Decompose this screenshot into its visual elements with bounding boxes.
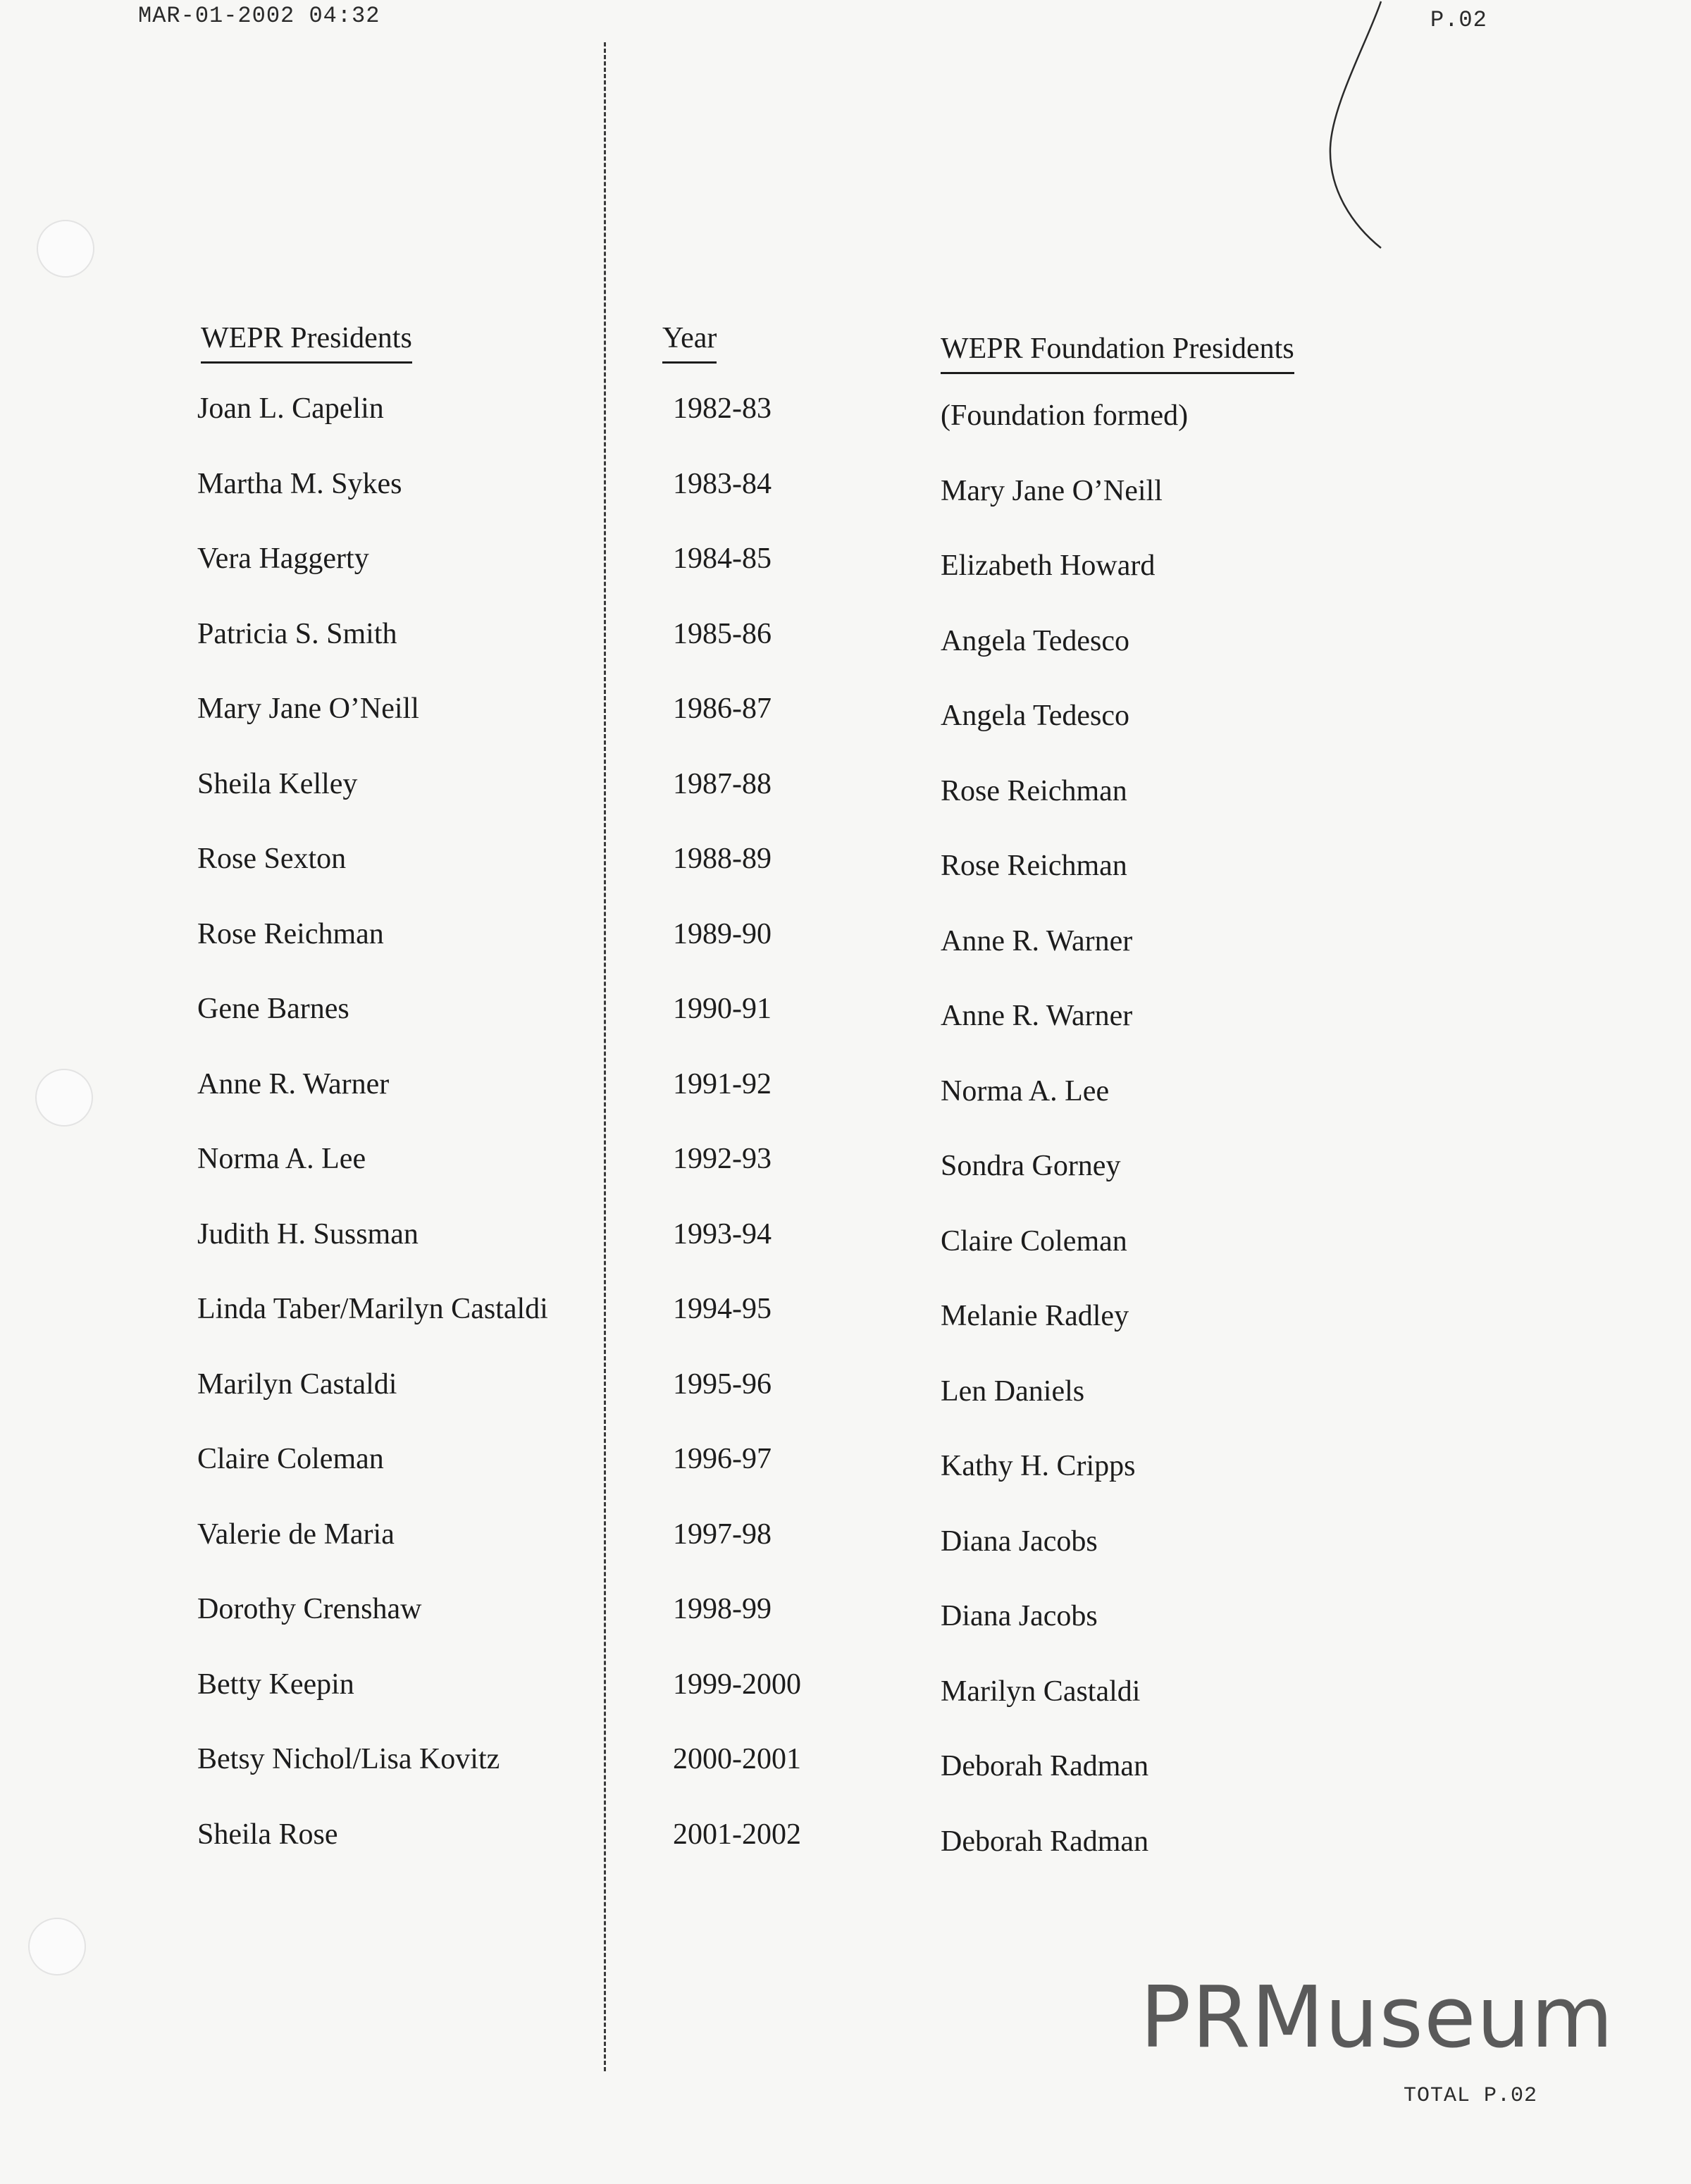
table-row [0,1291,1691,1367]
foundation-president-name: Melanie Radley [941,1300,1129,1332]
president-name: Martha M. Sykes [197,467,402,500]
header-year: Year [662,321,717,364]
term-year: 1989-90 [673,917,772,950]
foundation-president-name: Diana Jacobs [941,1525,1098,1558]
fax-total-pages: TOTAL P.02 [1404,2084,1538,2108]
term-year: 1984-85 [673,542,772,575]
foundation-president-name: Len Daniels [941,1375,1085,1408]
president-name: Judith H. Sussman [197,1217,419,1251]
table-row [0,391,1691,466]
presidents-table [0,391,1691,1892]
table-row [0,841,1691,917]
header-wepr-presidents: WEPR Presidents [201,321,412,364]
foundation-president-name: Angela Tedesco [941,700,1130,732]
foundation-president-name: Deborah Radman [941,1750,1149,1782]
term-year: 1994-95 [673,1293,772,1325]
president-name: Patricia S. Smith [197,617,397,650]
table-row [0,1667,1691,1742]
table-row [0,541,1691,616]
president-name: Vera Haggerty [197,542,369,575]
president-name: Rose Reichman [197,917,384,950]
foundation-president-name: (Foundation formed) [941,399,1189,432]
president-name: Norma A. Lee [197,1143,366,1175]
term-year: 1998-99 [673,1593,772,1625]
table-row [0,1592,1691,1667]
prmuseum-watermark: PRMuseum [1140,1969,1614,2067]
fax-timestamp: MAR-01-2002 04:32 [138,3,380,29]
term-year: 1991-92 [673,1067,772,1100]
pen-stroke-mark [1311,0,1409,254]
term-year: 1990-91 [673,993,772,1025]
term-year: 1988-89 [673,843,772,875]
foundation-president-name: Rose Reichman [941,850,1127,882]
president-name: Linda Taber/Marilyn Castaldi [197,1293,548,1325]
president-name: Betty Keepin [197,1668,354,1701]
term-year: 1996-97 [673,1443,772,1475]
foundation-president-name: Kathy H. Cripps [941,1450,1136,1482]
president-name: Gene Barnes [197,993,349,1025]
table-row [0,691,1691,767]
header-foundation-presidents: WEPR Foundation Presidents [941,331,1294,374]
term-year: 1995-96 [673,1367,772,1401]
president-name: Betsy Nichol/Lisa Kovitz [197,1743,500,1775]
term-year: 1985-86 [673,617,772,650]
president-name: Rose Sexton [197,843,347,875]
table-row [0,466,1691,542]
foundation-president-name: Claire Coleman [941,1224,1127,1258]
president-name: Joan L. Capelin [197,392,384,425]
fax-page-number: P.02 [1430,7,1487,33]
table-row [0,767,1691,842]
punch-hole-bottom [28,1918,86,1975]
term-year: 1986-87 [673,693,772,725]
punch-hole-top [37,220,94,278]
table-row [0,1742,1691,1817]
foundation-president-name: Elizabeth Howard [941,550,1156,582]
president-name: Marilyn Castaldi [197,1367,397,1401]
foundation-president-name: Norma A. Lee [941,1074,1110,1107]
term-year: 1999-2000 [673,1668,801,1701]
president-name: Mary Jane O’Neill [197,693,419,725]
table-row [0,1067,1691,1142]
table-row [0,1817,1691,1892]
president-name: Claire Coleman [197,1443,384,1475]
term-year: 1997-98 [673,1518,772,1551]
foundation-president-name: Sondra Gorney [941,1150,1121,1182]
term-year: 1993-94 [673,1217,772,1251]
president-name: Valerie de Maria [197,1518,395,1551]
table-row [0,1517,1691,1592]
table-row [0,1367,1691,1442]
foundation-president-name: Anne R. Warner [941,924,1133,957]
foundation-president-name: Anne R. Warner [941,1000,1133,1032]
term-year: 1983-84 [673,467,772,500]
table-row [0,991,1691,1067]
table-row [0,917,1691,992]
foundation-president-name: Marilyn Castaldi [941,1675,1141,1708]
foundation-president-name: Diana Jacobs [941,1600,1098,1632]
table-row [0,1441,1691,1517]
foundation-president-name: Rose Reichman [941,774,1127,807]
foundation-president-name: Angela Tedesco [941,624,1130,657]
table-row [0,1217,1691,1292]
president-name: Dorothy Crenshaw [197,1593,422,1625]
president-name: Sheila Kelley [197,767,358,800]
president-name: Anne R. Warner [197,1067,390,1100]
term-year: 2000-2001 [673,1743,801,1775]
term-year: 2001-2002 [673,1818,801,1851]
term-year: 1987-88 [673,767,772,800]
term-year: 1992-93 [673,1143,772,1175]
table-row [0,1141,1691,1217]
president-name: Sheila Rose [197,1818,338,1851]
foundation-president-name: Deborah Radman [941,1825,1149,1858]
table-row [0,616,1691,692]
foundation-president-name: Mary Jane O’Neill [941,474,1163,507]
term-year: 1982-83 [673,392,772,425]
